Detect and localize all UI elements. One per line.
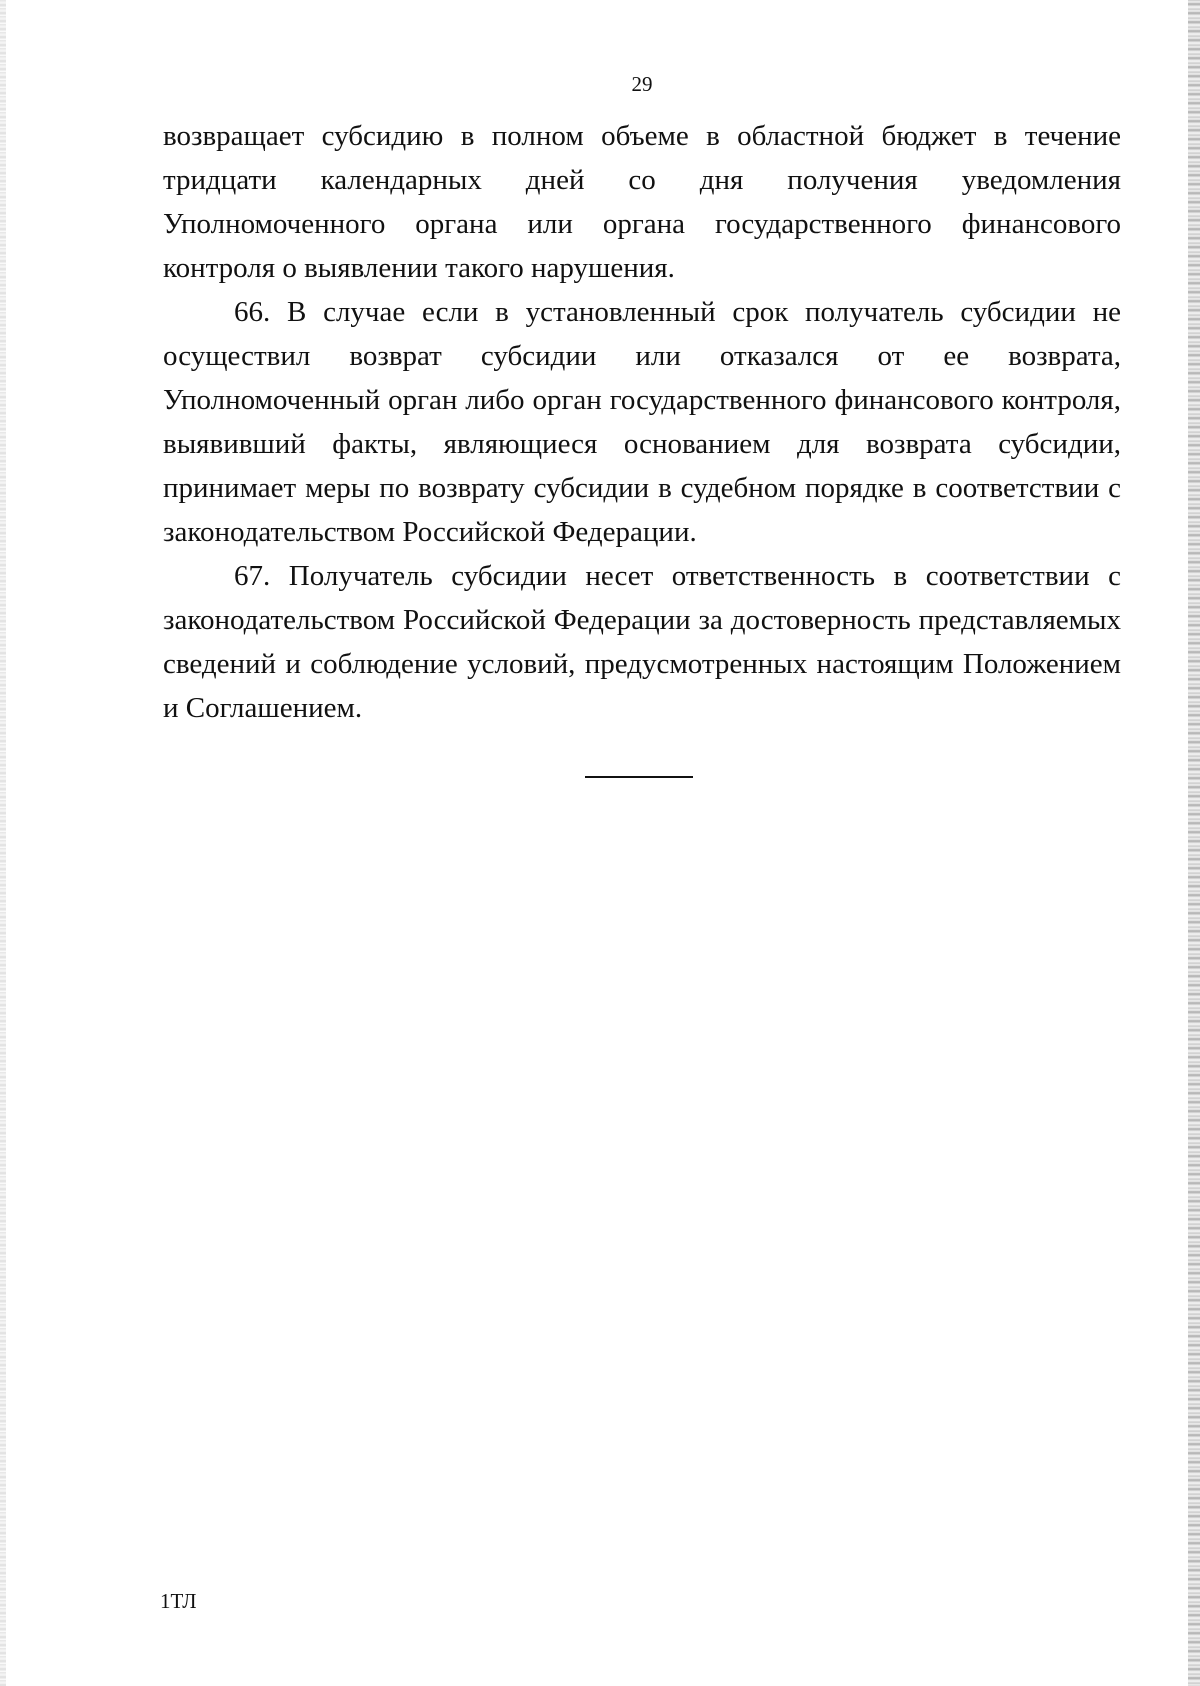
footer-code: 1ТЛ	[160, 1589, 197, 1613]
paragraph-continuation: возвращает субсидию в полном объеме в областной бюджет в течение тридцати календарных дней со дня получения уведомления Уполномоченного органа или органа государственного финансового контроля о выявлении такого нарушения.	[163, 120, 1121, 284]
paragraph-66: 66. В случае если в установленный срок получатель субсидии не осуществил возврат субсидии или отказался от ее возврата, Уполномоченный орган либо орган государственного финансового контроля, выявивший факты, являющиеся основанием для возврата субсидии, принимает меры по возврату субсидии в судебном порядке в соответствии с законодательством Российской Федерации.	[163, 296, 1121, 548]
closing-divider-line	[585, 776, 693, 778]
document-body	[163, 114, 1121, 730]
paragraph-67: 67. Получатель субсидии несет ответственность в соответствии с законодательством Российской Федерации за достоверность представляемых сведений и соблюдение условий, предусмотренных настоящим Положением и Соглашением.	[163, 560, 1121, 724]
scan-edge-right	[1188, 0, 1200, 1686]
scan-edge-left	[0, 0, 6, 1686]
page-number: 29	[631, 72, 653, 96]
